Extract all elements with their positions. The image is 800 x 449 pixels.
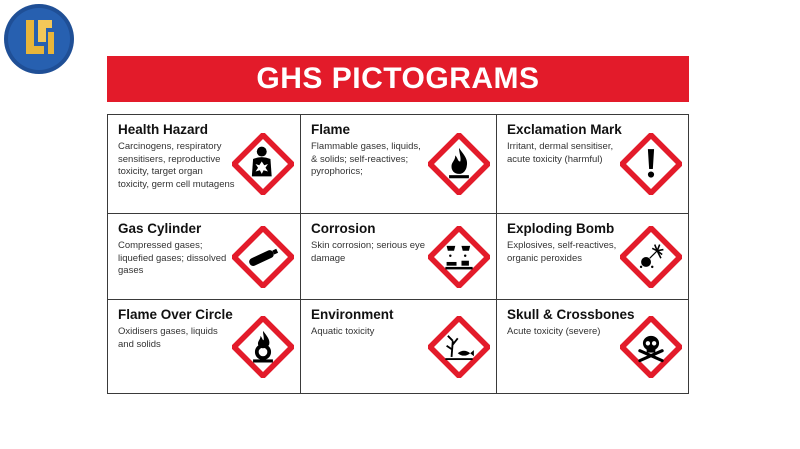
skull-crossbones-icon [620, 316, 682, 378]
pictogram-description: Carcinogens, respiratory sensitisers, reproductive toxicity, target organ toxicity, germ cell mutagens [118, 141, 235, 190]
page-title: GHS PICTOGRAMS [107, 56, 689, 102]
pictogram-cell-skull-crossbones [497, 300, 688, 393]
pictogram-title: Flame Over Circle [118, 307, 233, 322]
gas-cylinder-icon [232, 226, 294, 288]
pictogram-cell-exploding-bomb [497, 214, 688, 300]
pictogram-description: Irritant, dermal sensitiser, acute toxicity (harmful) [507, 141, 614, 165]
environment-icon [428, 316, 490, 378]
exclamation-mark-icon [620, 133, 682, 195]
pictogram-cell-flame-over-circle [108, 300, 301, 393]
flame-over-circle-icon [232, 316, 294, 378]
pictogram-cell-corrosion [301, 214, 497, 300]
flame-icon [428, 133, 490, 195]
pictogram-cell-exclamation-mark [497, 115, 688, 214]
pictogram-cell-health-hazard [108, 115, 301, 214]
pictogram-description: Explosives, self-reactives, organic peroxides [507, 240, 617, 264]
pictogram-description: Skin corrosion; serious eye damage [311, 240, 426, 264]
pictogram-table [107, 114, 689, 394]
pictogram-cell-flame [301, 115, 497, 214]
pictogram-description: Aquatic toxicity [311, 326, 375, 337]
pictogram-description: Flammable gases, liquids, & solids; self-reactives; pyrophorics; [311, 141, 421, 177]
pictogram-description: Oxidisers gases, liquids and solids [118, 326, 218, 350]
pictogram-title: Skull & Crossbones [507, 307, 635, 322]
exploding-bomb-icon [620, 226, 682, 288]
pictogram-description: Acute toxicity (severe) [507, 326, 601, 337]
pictogram-cell-environment [301, 300, 497, 393]
pictogram-title: Health Hazard [118, 122, 209, 137]
pictogram-title: Environment [311, 307, 394, 322]
pictogram-title: Flame [311, 122, 351, 137]
pictogram-title: Corrosion [311, 221, 376, 236]
pictogram-title: Exploding Bomb [507, 221, 615, 236]
health-hazard-icon [232, 133, 294, 195]
corrosion-icon [428, 226, 490, 288]
pictogram-title: Gas Cylinder [118, 221, 202, 236]
pictogram-cell-gas-cylinder [108, 214, 301, 300]
pictogram-description: Compressed gases; liquefied gases; dissolved gases [118, 240, 227, 276]
pictogram-title: Exclamation Mark [507, 122, 622, 137]
company-logo [2, 2, 76, 76]
